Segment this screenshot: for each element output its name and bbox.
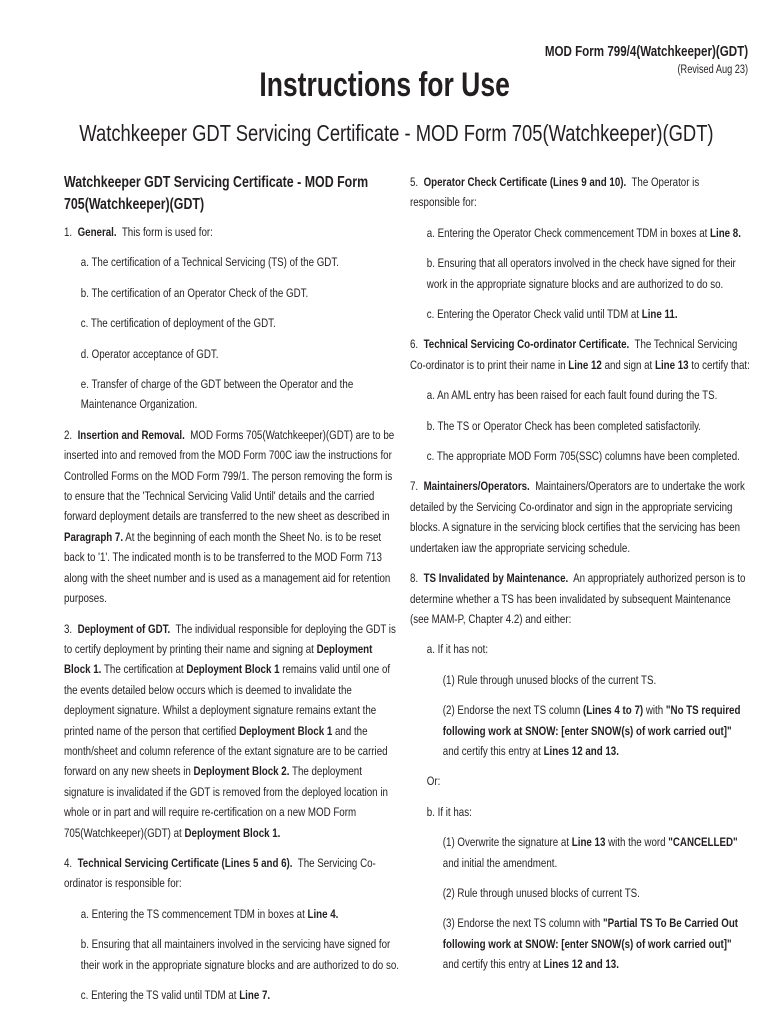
list-item: b. The TS or Operator Check has been completed satisfactorily. [426,418,702,433]
list-item: a. The certification of a Technical Servicing (TS) of the GDT. [80,255,339,270]
left-column [64,172,400,1015]
list-item: (2) Rule through unused blocks of current TS. [442,885,640,900]
list-item: (3) Endorse the next TS column with "Partial TS To Be Carried Out following work at SNOW: [enter SNOW(s) of work carried out]" and certify this entry at Lines 12 and 13. [442,916,739,972]
list-item: c. The certification of deployment of the GDT. [80,316,276,331]
page-title: Instructions for Use [259,66,511,104]
list-item: a. An AML entry has been raised for each fault found during the TS. [426,388,718,403]
section-3: 3. Deployment of GDT. The individual responsible for deploying the GDT is to certify deployment by printing their name and signing at Deployment Block 1. The certification at Deployment Block 1 remains valid until one of the events detailed below occurs which is deemed to invalidate the deployment signature. Whilst a deployment signature remains extant the printed name of the person that certified Deployment Block 1 and the month/sheet and column reference of the extant signature are to be carried forward on any new sheets in Deployment Block 2. The deployment signature is invalidated if the GDT is removed from the deployed location in whole or in part and will require re-certification on a new MOD Form 705(Watchkeeper)(GDT) at Deployment Block 1. [64,621,396,840]
section-5: 5. Operator Check Certificate (Lines 9 and 10). The Operator is responsible for: [410,175,700,210]
list-item: d. Operator acceptance of GDT. [80,346,219,361]
section-6: 6. Technical Servicing Co-ordinator Certificate. The Technical Servicing Co-ordinator is to print their name in Line 12 and sign at Line 13 to certify that: [410,337,750,372]
list-item: Or: [426,774,441,789]
section-2: 2. Insertion and Removal. MOD Forms 705(Watchkeeper)(GDT) are to be inserted into and removed from the MOD Form 700C iaw the instructions for Controlled Forms on the MOD Form 799/1. The person removing the form is to ensure that the 'Technical Servicing Valid Until' details and the carried forward deployment details are transferred to the new sheet as described in Paragraph 7. At the beginning of each month the Sheet No. is to be reset back to '1'. The indicated month is to be transferred to the MOD Form 713 along with the sheet number and is used as a management aid for retention purposes. [64,427,395,606]
section-heading: Watchkeeper GDT Servicing Certificate - MOD Form 705(Watchkeeper)(GDT) [64,174,369,213]
revision-date: (Revised Aug 23) [677,64,748,76]
form-number: MOD Form 799/4(Watchkeeper)(GDT) [544,44,748,60]
section-4: 4. Technical Servicing Certificate (Lines 5 and 6). The Servicing Co-ordinator is responsible for: [64,855,376,891]
list-item: b. Ensuring that all maintainers involved in the servicing have signed for their work in the appropriate signature blocks and are authorized to do so. [80,937,399,972]
list-item: (1) Overwrite the signature at Line 13 with the word "CANCELLED" and initial the amendment. [442,835,738,870]
section-1: 1. General. This form is used for: [64,225,213,239]
list-item: a. Entering the Operator Check commencement TDM in boxes at Line 8. [426,225,741,240]
section-7: 7. Maintainers/Operators. Maintainers/Operators are to undertake the work detailed by the Servicing Co-ordinator and sign in the appropriate servicing blocks. A signature in the servicing block certifies that the servicing has been undertaken iaw the appropriate servicing schedule. [410,479,745,555]
list-item: b. Ensuring that all operators involved in the check have signed for their work in the appropriate signature blocks and are authorized to do so. [426,256,736,291]
list-item: c. Entering the Operator Check valid until TDM at Line 11. [426,307,678,322]
right-column [410,172,750,985]
list-item: a. If it has not: [426,642,489,657]
list-item: a. Entering the TS commencement TDM in boxes at Line 4. [80,906,339,921]
list-item: e. Transfer of charge of the GDT between the Operator and the Maintenance Organization. [80,377,354,412]
list-item: c. The appropriate MOD Form 705(SSC) columns have been completed. [426,449,740,464]
list-item: b. If it has: [426,804,472,819]
section-8: 8. TS Invalidated by Maintenance. An appropriately authorized person is to determine whether a TS has been invalidated by subsequent Maintenance (see MAM-P, Chapter 4.2) and either: [410,571,746,626]
list-item: c. Entering the TS valid until TDM at Line 7. [80,988,271,1002]
list-item: (2) Endorse the next TS column (Lines 4 to 7) with "No TS required following work at SNOW: [enter SNOW(s) of work carried out]" and certify this entry at Lines 12 and 13. [442,703,741,758]
list-item: b. The certification of an Operator Check of the GDT. [80,285,309,300]
list-item: (1) Rule through unused blocks of the current TS. [442,672,657,687]
page-subtitle: Watchkeeper GDT Servicing Certificate - MOD Form 705(Watchkeeper)(GDT) [79,120,714,146]
